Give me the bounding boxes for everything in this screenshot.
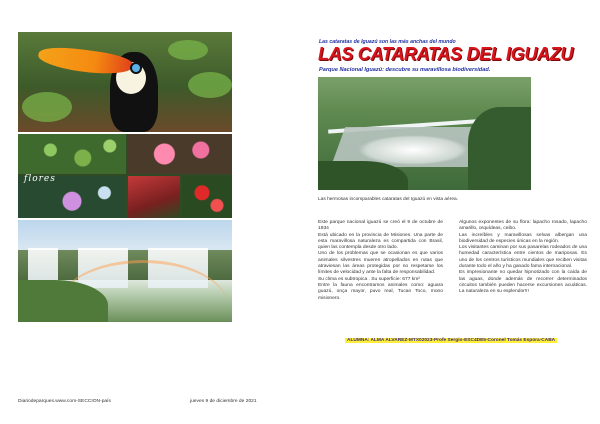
flower-photo — [128, 134, 232, 174]
flowers-photo-grid — [18, 134, 232, 218]
paragraph: Este parque nacional iguazú se creó el 9 de octubre de 1934 — [318, 220, 443, 232]
footer-site: Diariodeparques.www.com-SECCION-país — [18, 399, 111, 404]
photo-caption: Las hermosas incomparables cataratas del Iguazú en vista aérea. — [318, 197, 458, 202]
article-subheading: Parque Nacional Iguazú: descubre su maravillosa biodiversidad. — [319, 67, 491, 73]
paragraph: Su clima es subtropica . Su superficie: 677 km² — [318, 276, 420, 282]
paragraph: Es impresionante no quedar hipnotizado con la caída de las aguas, donde además de recorrer determinados circuitos también pueden hacerse excursiones acuáticas. La naturaleza en su esplendor!!! — [459, 270, 587, 295]
paragraph: Está ubicado en la provincia de Misiones. Una parte de esta maravillosa naturaleza es compartida con Brasil, quien las contempla desde otro lado. — [318, 232, 443, 251]
flores-label: flores — [24, 174, 56, 184]
paragraph: Uno de los problemas que se ocasionan es que varios animales silvestres mueren atropellados en rutas que atraviesan las áreas protegidas por no respetarse los límites de velocidad y ante la falta de responsabilidad. — [318, 251, 443, 276]
author-credit: ALUMNA: ALMA ALVAREZ-MTX02023-Profe Sergio-ESC4DE5-Coronel Tomás Espora-CABA — [347, 338, 556, 343]
paragraph: Los visitantes caminan por sus pasarelas rodeados de una humedad característica entre cientos de mariposas. Es uno de los centros turísticos mundiales que reciben visitas durante todo el año y ha ganado fama internacional. — [459, 245, 587, 270]
paragraph: Entre la fauna encontramos animales como: aguara guazú, onça mayor, puvo real, Tucan Toco, mono misionero. — [318, 282, 443, 301]
photo-collage — [18, 32, 232, 322]
article-kicker: Las cataratas de Iguazú son las más anchas del mundo — [319, 39, 456, 45]
waterfall-photo — [18, 220, 232, 322]
flower-photo — [128, 176, 180, 218]
toucan-photo — [18, 32, 232, 132]
paragraph: Algunos exponentes de su flora: lapacho rosado, lapacho amarillo, orquídeas, ceibo. — [459, 220, 587, 232]
aerial-falls-photo — [318, 77, 531, 190]
article-title: LAS CATARATAS DEL IGUAZU — [318, 44, 574, 64]
paragraph: Las increíbles y maravillosas selvas albergan una biodiversidad de especies únicas en la región. — [459, 232, 587, 244]
flower-photo — [18, 134, 126, 174]
article-column-left — [318, 220, 443, 302]
article-column-right — [459, 220, 587, 296]
footer-date: jueves 9 de diciembre de 2021 — [190, 399, 257, 404]
flower-photo — [182, 176, 232, 218]
